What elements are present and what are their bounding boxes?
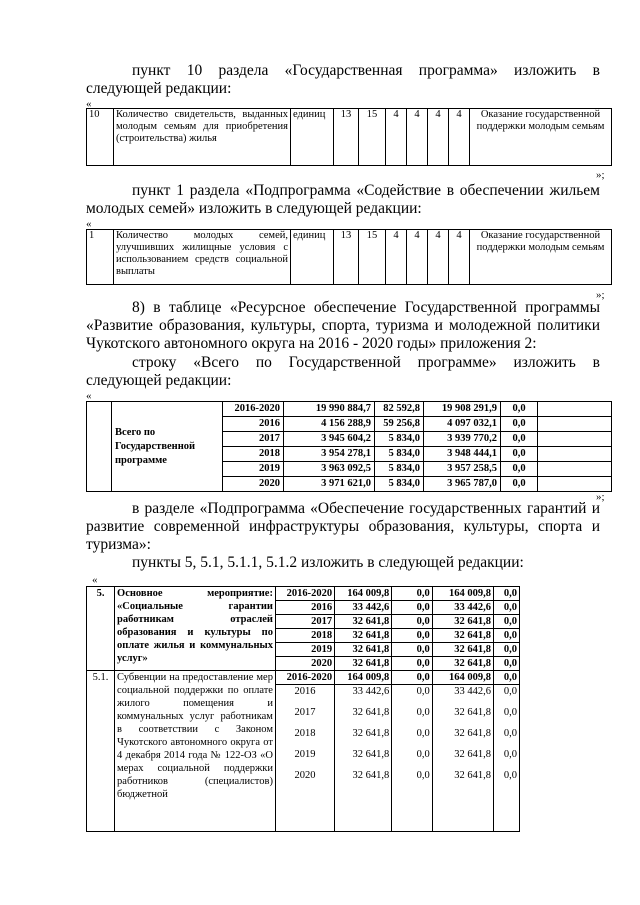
paragraph-resource-table: 8) в таблице «Ресурсное обеспечение Государственной программы «Развитие образования, культуры, спорта, туризма и молодежной политики Чукотского автономного округа на 2016 - 2020 годы» приложения 2: <box>86 299 600 352</box>
value-cell: 0,0 <box>392 643 432 657</box>
empty-cell <box>538 432 612 447</box>
value-cell: 3 957 258,5 <box>424 462 501 477</box>
table-row <box>87 587 520 601</box>
value-cell: 0,0 <box>493 601 519 615</box>
value-cell: 0,0 <box>501 462 538 477</box>
value-cell: 4 <box>449 230 470 285</box>
value-cell: 32 641,8 <box>454 770 491 781</box>
value-cell: 0,0 <box>416 686 430 697</box>
value-cell: 32 641,8 <box>352 749 390 760</box>
value-cell: 32 641,8 <box>352 770 390 781</box>
empty-cell <box>538 417 612 432</box>
period-cell: 2016 <box>275 601 334 615</box>
period-cell: 2016 <box>223 417 284 432</box>
period-cell: 2020 <box>223 477 284 492</box>
paragraph-subprogram: в разделе «Подпрограмма «Обеспечение государственных гарантий и развитие современной инфраструктуры образования, культуры, спорта и туризма»: <box>86 500 600 553</box>
value-cell: 4 156 288,9 <box>284 417 375 432</box>
value-cell: 0,0 <box>501 447 538 462</box>
value-cell: 4 <box>428 109 449 166</box>
value-cell: 4 <box>407 230 428 285</box>
value-cell: 0,0 <box>501 477 538 492</box>
value-cell: 32 641,8 <box>432 629 493 643</box>
value-cell: 13 <box>334 230 359 285</box>
unit: единиц <box>291 230 334 285</box>
value-cell: 32 641,8 <box>335 657 392 671</box>
year-column <box>275 685 334 832</box>
empty-cell <box>538 462 612 477</box>
row-number: 1 <box>87 230 114 285</box>
period-cell: 2016-2020 <box>275 671 334 685</box>
value-cell: 5 834,0 <box>375 462 424 477</box>
value-column <box>335 685 392 832</box>
year-cell: 2018 <box>294 728 316 739</box>
value-cell: 32 641,8 <box>454 749 491 760</box>
value-cell: 19 908 291,9 <box>424 402 501 417</box>
open-quote: « <box>86 218 92 230</box>
value-cell: 0,0 <box>392 587 432 601</box>
value-cell: 4 <box>407 109 428 166</box>
value-cell: 0,0 <box>501 402 538 417</box>
value-cell: 33 442,6 <box>352 686 390 697</box>
total-label: Всего по Государственной программе <box>112 402 223 492</box>
value-cell: 32 641,8 <box>335 615 392 629</box>
measure-name: Субвенции на предоставление мер социальной поддержки по оплате жилого помещения и коммунальных услуг работникам в соответствии с Законом Чукотского автономного округа от 4 декабря 2014 года № 122-ОЗ «О мерах социальной поддержки работников (специалистов) бюджетной <box>115 671 276 832</box>
table-row <box>87 402 612 417</box>
table-item1 <box>86 229 612 285</box>
value-cell: 33 442,6 <box>432 601 493 615</box>
value-cell: 33 442,6 <box>335 601 392 615</box>
open-quote: « <box>92 574 98 586</box>
value-cell: 0,0 <box>493 657 519 671</box>
value-cell: 5 834,0 <box>375 477 424 492</box>
value-cell: 3 954 278,1 <box>284 447 375 462</box>
value-cell: 0,0 <box>392 615 432 629</box>
table-row <box>87 671 520 685</box>
value-cell: 0,0 <box>416 728 430 739</box>
expected-result: Оказание государственной поддержки молодым семьям <box>470 109 612 166</box>
value-cell: 0,0 <box>392 657 432 671</box>
value-cell: 0,0 <box>503 728 517 739</box>
value-cell: 5 834,0 <box>375 447 424 462</box>
value-cell: 164 009,8 <box>335 587 392 601</box>
close-quote: »; <box>596 169 605 181</box>
value-cell: 32 641,8 <box>432 615 493 629</box>
period-cell: 2019 <box>223 462 284 477</box>
period-cell: 2019 <box>275 643 334 657</box>
table-total <box>86 401 612 492</box>
row-number: 10 <box>87 109 114 166</box>
value-cell: 0,0 <box>501 417 538 432</box>
value-cell: 33 442,6 <box>454 686 491 697</box>
value-cell: 3 971 621,0 <box>284 477 375 492</box>
value-column <box>392 685 432 832</box>
year-cell: 2017 <box>294 707 316 718</box>
value-cell: 59 256,8 <box>375 417 424 432</box>
row-number: 5.1. <box>87 671 115 832</box>
indicator-name: Количество молодых семей, улучшивших жилищные условия с использованием средств социальной выплаты <box>114 230 291 285</box>
table-row <box>87 230 612 285</box>
empty-cell <box>87 402 112 492</box>
period-cell: 2017 <box>223 432 284 447</box>
year-cell: 2019 <box>294 749 316 760</box>
value-cell: 32 641,8 <box>432 657 493 671</box>
value-cell: 0,0 <box>416 707 430 718</box>
empty-cell <box>538 447 612 462</box>
paragraph-points: пункты 5, 5.1, 5.1.1, 5.1.2 изложить в следующей редакции: <box>132 554 524 571</box>
value-cell: 0,0 <box>503 770 517 781</box>
row-number: 5. <box>87 587 115 671</box>
close-quote: »; <box>596 491 605 503</box>
period-cell: 2016-2020 <box>223 402 284 417</box>
period-cell: 2018 <box>275 629 334 643</box>
value-cell: 164 009,8 <box>432 587 493 601</box>
value-cell: 0,0 <box>392 601 432 615</box>
year-cell: 2016 <box>294 686 316 697</box>
close-quote: »; <box>596 289 605 301</box>
paragraph-total-row: строку «Всего по Государственной программе» изложить в следующей редакции: <box>86 354 600 389</box>
value-cell: 164 009,8 <box>432 671 493 685</box>
value-cell: 0,0 <box>392 671 432 685</box>
value-cell: 3 939 770,2 <box>424 432 501 447</box>
value-cell: 0,0 <box>416 749 430 760</box>
value-cell: 0,0 <box>493 671 519 685</box>
unit: единиц <box>291 109 334 166</box>
table-subprogram <box>86 586 520 832</box>
year-cell: 2020 <box>294 770 316 781</box>
paragraph-item1: пункт 1 раздела «Подпрограмма «Содействие в обеспечении жильем молодых семей» изложить в следующей редакции: <box>86 182 600 217</box>
value-cell: 0,0 <box>392 629 432 643</box>
period-cell: 2018 <box>223 447 284 462</box>
value-cell: 0,0 <box>493 615 519 629</box>
indicator-name: Количество свидетельств, выданных молодым семьям для приобретения (строительства) жилья <box>114 109 291 166</box>
value-cell: 13 <box>334 109 359 166</box>
value-cell: 3 945 604,2 <box>284 432 375 447</box>
value-cell: 0,0 <box>503 707 517 718</box>
period-cell: 2020 <box>275 657 334 671</box>
value-cell: 15 <box>359 109 386 166</box>
paragraph-item10: пункт 10 раздела «Государственная программа» изложить в следующей редакции: <box>86 62 600 97</box>
value-cell: 5 834,0 <box>375 432 424 447</box>
open-quote: « <box>86 390 92 402</box>
value-cell: 4 <box>428 230 449 285</box>
measure-name: Основное мероприятие: «Социальные гарантии работникам отраслей образования и культуры по оплате жилья и коммунальных услуг» <box>115 587 276 671</box>
value-cell: 32 641,8 <box>432 643 493 657</box>
value-cell: 32 641,8 <box>352 728 390 739</box>
value-cell: 164 009,8 <box>335 671 392 685</box>
period-cell: 2016-2020 <box>275 587 334 601</box>
value-cell: 15 <box>359 230 386 285</box>
table-row <box>87 109 612 166</box>
empty-cell <box>538 402 612 417</box>
value-cell: 82 592,8 <box>375 402 424 417</box>
value-column <box>432 685 493 832</box>
table-item10 <box>86 108 612 166</box>
value-cell: 19 990 884,7 <box>284 402 375 417</box>
value-cell: 0,0 <box>493 629 519 643</box>
value-cell: 32 641,8 <box>335 643 392 657</box>
value-cell: 3 965 787,0 <box>424 477 501 492</box>
value-cell: 4 097 032,1 <box>424 417 501 432</box>
value-cell: 32 641,8 <box>352 707 390 718</box>
value-cell: 0,0 <box>493 643 519 657</box>
value-cell: 4 <box>449 109 470 166</box>
value-cell: 0,0 <box>416 770 430 781</box>
expected-result: Оказание государственной поддержки молодым семьям <box>470 230 612 285</box>
value-column <box>493 685 519 832</box>
value-cell: 4 <box>386 109 407 166</box>
period-cell: 2017 <box>275 615 334 629</box>
value-cell: 0,0 <box>493 587 519 601</box>
open-quote: « <box>86 98 92 110</box>
empty-cell <box>538 477 612 492</box>
value-cell: 32 641,8 <box>335 629 392 643</box>
value-cell: 0,0 <box>503 749 517 760</box>
value-cell: 4 <box>386 230 407 285</box>
value-cell: 3 948 444,1 <box>424 447 501 462</box>
value-cell: 32 641,8 <box>454 707 491 718</box>
value-cell: 32 641,8 <box>454 728 491 739</box>
value-cell: 0,0 <box>501 432 538 447</box>
value-cell: 3 963 092,5 <box>284 462 375 477</box>
value-cell: 0,0 <box>503 686 517 697</box>
